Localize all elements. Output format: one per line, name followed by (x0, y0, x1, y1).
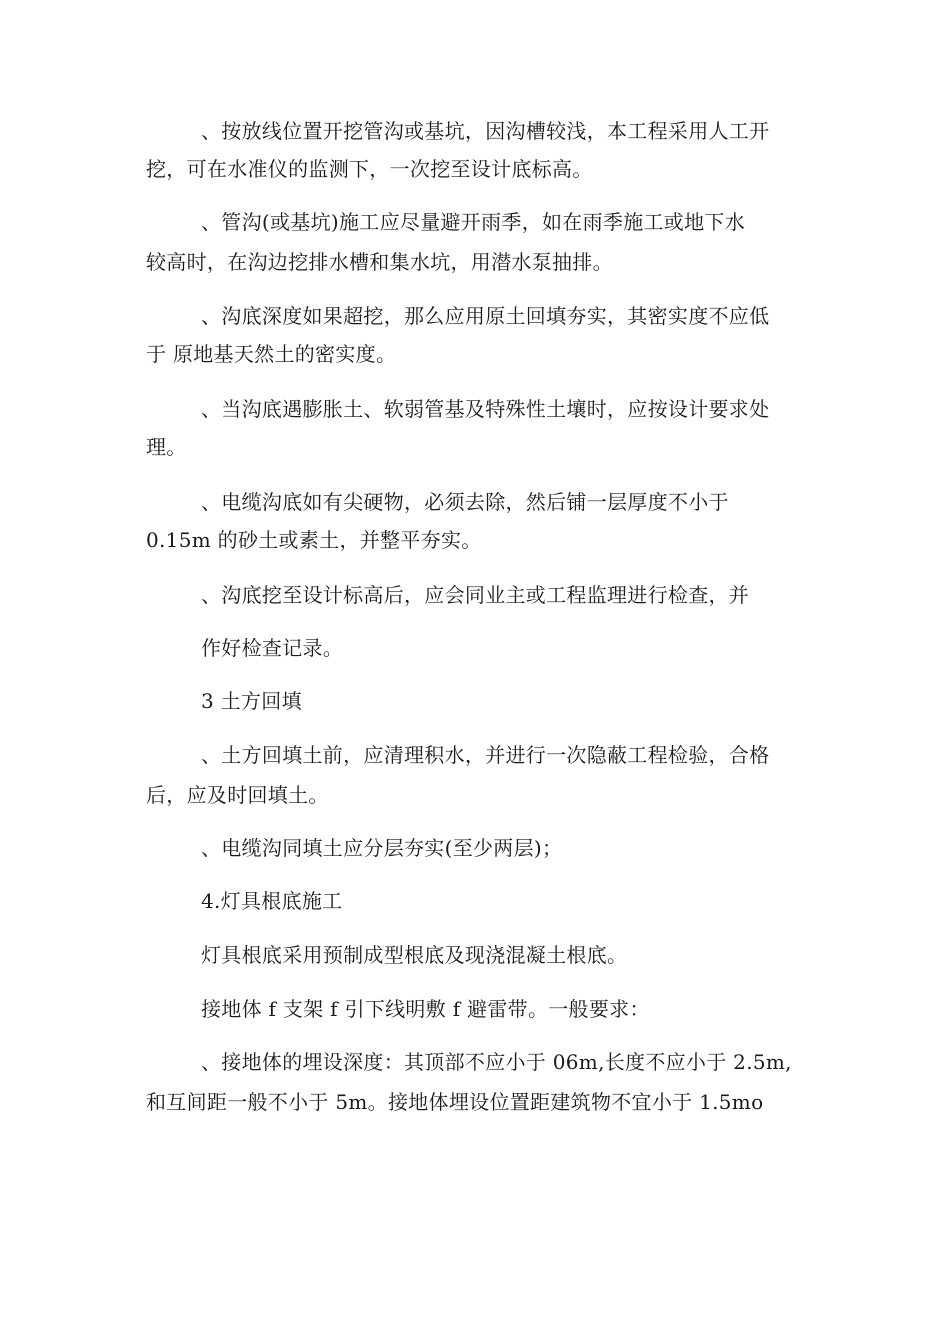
section-heading: 4.灯具根底施工 (201, 889, 343, 913)
text-line: 于 原地基天然土的密实度。 (146, 342, 397, 366)
text-line: 、土方回填土前，应清理积水，并进行一次隐蔽工程检验，合格 (201, 743, 770, 767)
text-line: 理。 (146, 435, 187, 459)
text-line: 、电缆沟底如有尖硬物，必须去除，然后铺一层厚度不小于 (201, 490, 729, 514)
section-heading: 3 土方回填 (201, 689, 302, 713)
text-line: 作好检查记录。 (201, 636, 344, 660)
text-line: 较高时，在沟边挖排水槽和集水坑，用潜水泵抽排。 (146, 250, 613, 274)
text-line: 和互间距一般不小于 5m。接地体埋设位置距建筑物不宜小于 1.5mo (146, 1090, 764, 1114)
text-line: 、沟底挖至设计标高后，应会同业主或工程监理进行检查，并 (201, 583, 750, 607)
text-line: 、接地体的埋设深度：其顶部不应小于 06m,长度不应小于 2.5m, (201, 1050, 792, 1074)
text-line: 挖，可在水准仪的监测下，一次挖至设计底标高。 (146, 157, 593, 181)
text-line: 后，应及时回填土。 (146, 783, 329, 807)
text-line: 、沟底深度如果超挖，那么应用原土回填夯实，其密实度不应低 (201, 304, 770, 328)
text-line: 、管沟(或基坑)施工应尽量避开雨季，如在雨季施工或地下水 (201, 210, 746, 234)
text-line: 、电缆沟同填土应分层夯实(至少两层)； (201, 836, 563, 860)
text-line: 0.15m 的砂土或素土，并整平夯实。 (146, 528, 482, 552)
text-line: 、按放线位置开挖管沟或基坑，因沟槽较浅，本工程采用人工开 (201, 119, 770, 143)
text-line: 、当沟底遇膨胀土、软弱管基及特殊性土壤时，应按设计要求处 (201, 397, 770, 421)
text-line: 接地体 f 支架 f 引下线明敷 f 避雷带。一般要求： (201, 997, 650, 1021)
text-line: 灯具根底采用预制成型根底及现浇混凝土根底。 (201, 943, 628, 967)
